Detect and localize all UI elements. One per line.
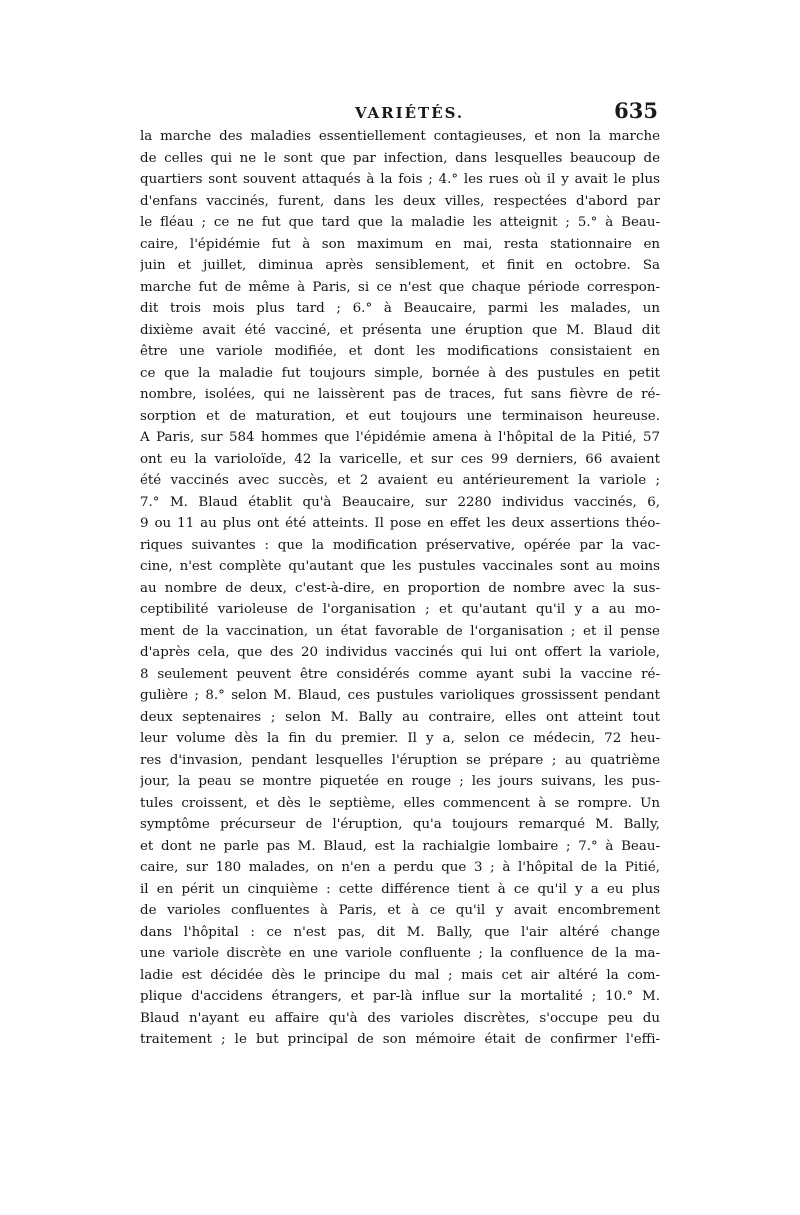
- text-line: 8 seulement peuvent être considérés comme ayant subi la vaccine ré-: [140, 666, 660, 682]
- text-line: quartiers sont souvent attaqués à la fois ; 4.° les rues où il y avait le plus: [140, 172, 660, 187]
- text-line: la marche des maladies essentiellement contagieuses, et non la marche: [140, 129, 660, 144]
- text-line: ce que la maladie fut toujours simple, bornée à des pustules en petit: [140, 365, 660, 381]
- body-text: [140, 126, 660, 1051]
- text-line: de varioles confluentes à Paris, et à ce qu'il y avait encombrement: [140, 903, 660, 918]
- text-line: au nombre de deux, c'est-à-dire, en proportion de nombre avec la sus-: [140, 580, 660, 596]
- text-line: ceptibilité varioleuse de l'organisation ; et qu'autant qu'il y a au mo-: [140, 602, 660, 617]
- text-line: et dont ne parle pas M. Blaud, est la rachialgie lombaire ; 7.° à Beau-: [140, 838, 660, 854]
- text-line: ladie est décidée dès le principe du mal ; mais cet air altéré la com-: [140, 967, 660, 983]
- text-line: marche fut de même à Paris, si ce n'est que chaque période correspon-: [140, 279, 660, 295]
- text-line: une variole discrète en une variole confluente ; la confluence de la ma-: [140, 946, 660, 961]
- text-line: plique d'accidens étrangers, et par-là influe sur la mortalité ; 10.° M.: [140, 989, 660, 1004]
- page-header: [140, 98, 660, 128]
- text-line: riques suivantes : que la modification préservative, opérée par la vac-: [140, 537, 660, 553]
- text-line: 9 ou 11 au plus ont été atteints. Il pose en effet les deux assertions théo-: [140, 516, 660, 531]
- text-line: le fléau ; ce ne fut que tard que la maladie les atteignit ; 5.° à Beau-: [140, 215, 660, 230]
- text-line: d'après cela, que des 20 individus vaccinés qui lui ont offert la variole,: [140, 645, 660, 660]
- text-line: dit trois mois plus tard ; 6.° à Beaucaire, parmi les malades, un: [140, 301, 660, 316]
- text-line: ont eu la varioloïde, 42 la varicelle, et sur ces 99 derniers, 66 avaient: [140, 451, 660, 467]
- text-line: dixième avait été vacciné, et présenta une éruption que M. Blaud dit: [140, 322, 660, 338]
- text-line: juin et juillet, diminua après sensiblement, et finit en octobre. Sa: [140, 258, 660, 273]
- text-line: d'enfans vaccinés, furent, dans les deux villes, respectées d'abord par: [140, 193, 660, 209]
- text-line: caire, l'épidémie fut à son maximum en mai, resta stationnaire en: [140, 236, 660, 252]
- text-line: nombre, isolées, qui ne laissèrent pas de traces, fut sans fièvre de ré-: [140, 387, 660, 402]
- text-line: caire, sur 180 malades, on n'en a perdu que 3 ; à l'hôpital de la Pitié,: [140, 860, 660, 875]
- text-line: gulière ; 8.° selon M. Blaud, ces pustules varioliques grossissent pendant: [140, 688, 660, 703]
- text-line: de celles qui ne le sont que par infection, dans lesquelles beaucoup de: [140, 150, 660, 166]
- text-line: traitement ; le but principal de son mémoire était de confirmer l'effi-: [140, 1032, 660, 1047]
- text-line: ment de la vaccination, un état favorable de l'organisation ; et il pense: [140, 623, 660, 639]
- text-line: dans l'hôpital : ce n'est pas, dit M. Bally, que l'air altéré change: [140, 924, 660, 940]
- text-line: res d'invasion, pendant lesquelles l'éruption se prépare ; au quatrième: [140, 752, 660, 768]
- text-line: Blaud n'ayant eu affaire qu'à des varioles discrètes, s'occupe peu du: [140, 1010, 660, 1026]
- text-line: été vaccinés avec succès, et 2 avaient eu antérieurement la variole ;: [140, 473, 660, 488]
- text-line: il en périt un cinquième : cette différence tient à ce qu'il y a eu plus: [140, 881, 660, 897]
- text-line: leur volume dès la fin du premier. Il y a, selon ce médecin, 72 heu-: [140, 731, 660, 746]
- text-line: 7.° M. Blaud établit qu'à Beaucaire, sur 2280 individus vaccinés, 6,: [140, 494, 660, 510]
- text-line: cine, n'est complète qu'autant que les pustules vaccinales sont au moins: [140, 559, 660, 574]
- text-line: symptôme précurseur de l'éruption, qu'a toujours remarqué M. Bally,: [140, 817, 660, 832]
- running-head: VARIÉTÉS.: [355, 104, 465, 122]
- text-line: deux septenaires ; selon M. Bally au contraire, elles ont atteint tout: [140, 709, 660, 725]
- text-line: tules croissent, et dès le septième, elles commencent à se rompre. Un: [140, 795, 660, 811]
- text-line: A Paris, sur 584 hommes que l'épidémie amena à l'hôpital de la Pitié, 57: [140, 430, 660, 445]
- text-line: sorption et de maturation, et eut toujours une terminaison heureuse.: [140, 408, 660, 424]
- page-number: 635: [614, 98, 658, 123]
- text-line: jour, la peau se montre piquetée en rouge ; les jours suivans, les pus-: [140, 774, 660, 789]
- text-line: être une variole modifiée, et dont les modifications consistaient en: [140, 344, 660, 359]
